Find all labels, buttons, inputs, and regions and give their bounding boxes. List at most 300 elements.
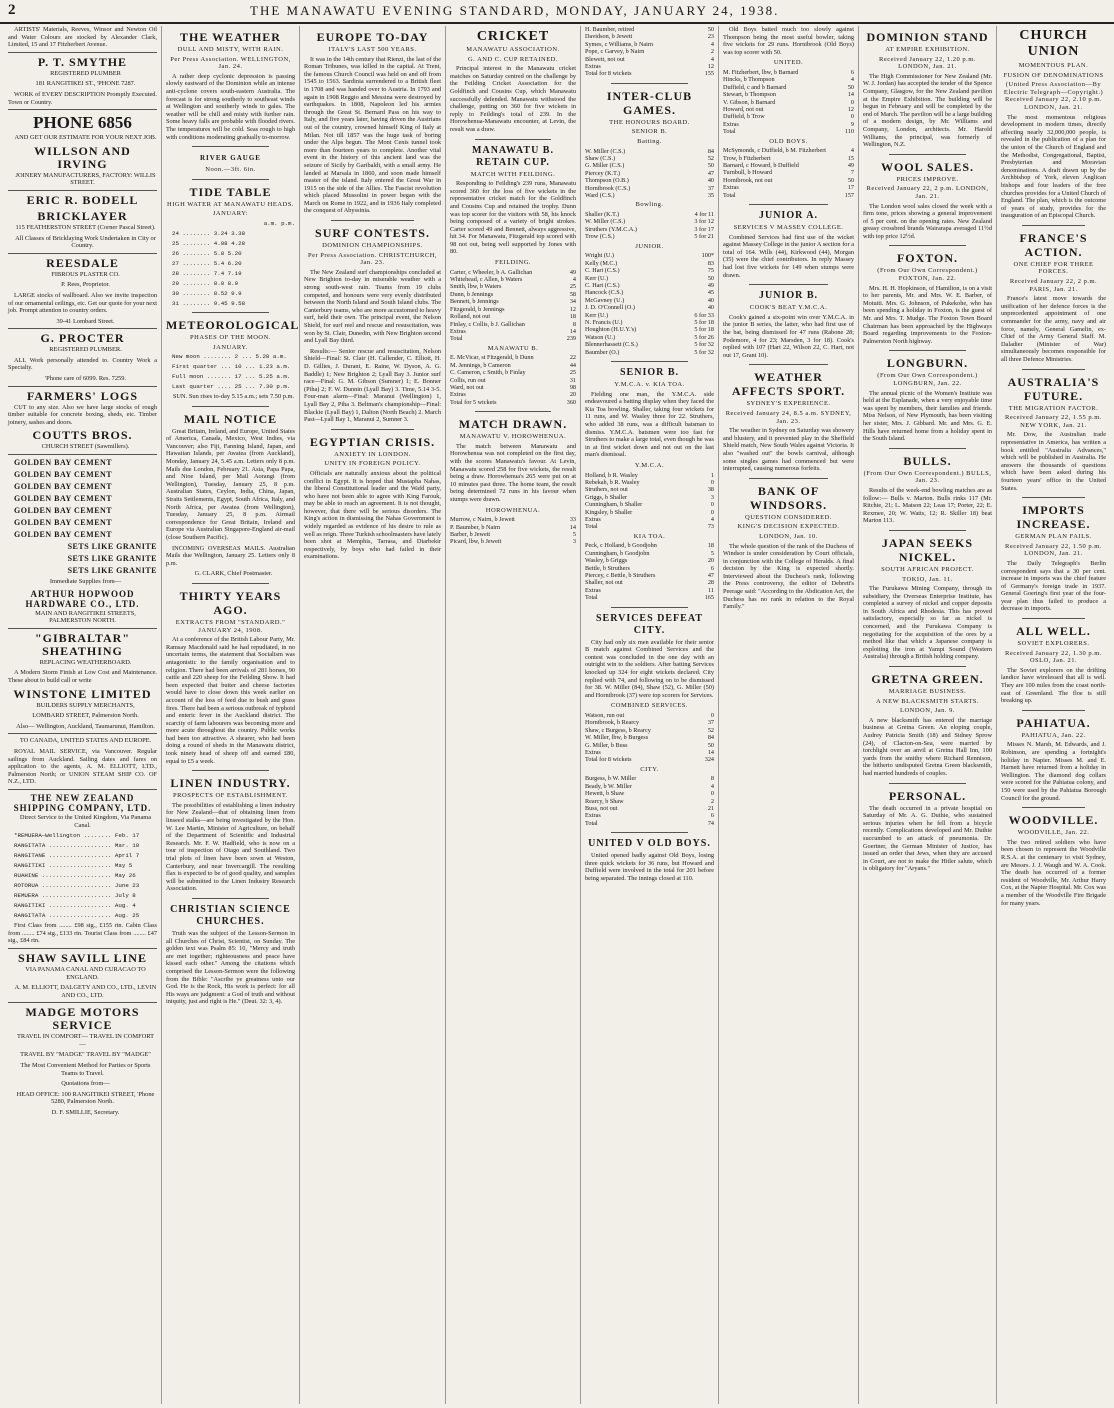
scorecard-row — [585, 252, 714, 259]
scorecard-row — [585, 516, 714, 523]
score-label: Trow (C.S.) — [585, 233, 615, 241]
ad-logs-name: FARMERS' LOGS — [26, 388, 139, 403]
tide-heading: TIDE TABLE — [189, 184, 272, 199]
scorecard-row — [585, 472, 714, 479]
score-label: Fitzgerald, b Jennings — [450, 305, 505, 313]
score-label: Extras — [450, 391, 466, 399]
score-value: 5 for 18 — [694, 318, 714, 326]
scorecard-row — [450, 283, 576, 290]
scorecard-row — [585, 775, 714, 782]
ad-fares: First Class from ........ £98 stg., £155 rtn. Cabin Class from ........ £74 stg., £133 rtn. Tourist Class from ........ £47 stg., £84 rtn. — [8, 922, 157, 945]
score-label: G. Miller (C.S.) — [585, 162, 625, 170]
score-value: 5 for 32 — [694, 348, 714, 356]
horowhenua-scorecard — [450, 516, 576, 546]
tide-row: 27 ........ 5.4 6.20 — [172, 259, 242, 267]
score-value: 3 — [710, 493, 714, 501]
score-value: 21 — [707, 805, 714, 812]
church-union-sub1: MOMENTOUS PLAN. — [1018, 62, 1089, 69]
score-value: 2 — [710, 48, 714, 56]
river-gauge-heading: RIVER GAUGE — [200, 154, 261, 163]
scorecard-row — [723, 106, 854, 113]
gretna-body: A new blacksmith has entered the marriage business at Gretna Green. An eloping couple, Audrey Patricia Smith (18) and Sidney Sprow (24), of Clacton-on-Sea, were married by torchlight over an anvil at Gretna Hall Inn, 100 yards from the smithy where Richard Rennison, the hitherto undisputed Gretna Green blacksmith, had married hundreds of couples. — [863, 716, 992, 777]
surf-results: Results:— Senior rescue and resuscitation, Nelson Shield—Final: St. Clair (H. Callender, C. Elliott, H. D. Gillies, J. Durant, E. Raine, W. Dyson, A. G. Baddle) 1; New Brighton 2; Lyall Bay 3. Junior surf race—Final: G. M. Gibson (Sumner) 1; E. Bonner (Piha) 2; F. W. Dunnin (Lyall Bay) 3. Time, 5.14 3-5. Four-man alarm—Final: Maranui (Wellington) 1, Lyall Bay 2, Piha 3. Beltman's championship—Final: Blackie (Lyall Bay) 1, Dalton (North Beach) 2. March Past—Lyall Bay 1, Maranui 2, Sumner 3. — [304, 347, 441, 424]
column-europe-surf — [300, 26, 446, 1404]
dominion-stand-sub: AT EMPIRE EXHIBITION. — [885, 46, 970, 53]
score-value: 360 — [566, 398, 576, 406]
scorecard-row — [585, 349, 714, 356]
japan-nickel-body: The Furukawa Mining Company, through its subsidiary, the Overseas Enterprise Institute, has completed a survey of nickel and copper deposits in South Africa and Rhodesia. This has proved satisfactory, especially so far as nickel is concerned, and the Furukawa Company is negotiating for the acquisition of the ores by a method like that which a Japanese company is exploiting the iron at Yampi Sound (Western Australia) through a British holding company. — [863, 585, 992, 661]
score-label: McGavney (U.) — [585, 296, 625, 304]
scorecard-row — [723, 155, 854, 162]
score-label: Total — [723, 128, 736, 136]
egypt-body: Officials are naturally anxious about the political conflict in Egypt. It is hoped that Mustapha Nahas, the liberal Constitutional leader and the Wafd party, who have not been able to agree with King Farouk, may be able to reach an agreement. It is not thought, however, that there will be serious disorders. The King's action in dismissing the Nahas Government is widely regarded as evidence of his desire to rule as well as reign. Three Turkish schoolmasters have lately been shot at Memphis, Tarrasa, and Diarbekir respectively, by boys who had failed in their examinations. — [304, 469, 441, 561]
all-well-sub: SOVIET EXPLORERS. — [1017, 640, 1090, 648]
sailing-row: RANGITIKI .................. Aug. 4 — [14, 902, 136, 910]
scorecard-row — [585, 486, 714, 493]
moon-row: Last quarter .... 25 ... 7.30 p.m. — [172, 383, 291, 391]
scorecard-row — [585, 805, 714, 812]
weather-sport-body: The weather in Sydney on Saturday was showery and blustery, and it prevented play in the Sheffield Shield match, New South Wales against Victoria. It also "washed out" the bowls carnival, although some singles games had commenced but were interrupted, causing numerous forfeits. — [723, 427, 854, 473]
scorecard-row — [723, 76, 854, 83]
score-label: Baumber (O.) — [585, 348, 620, 356]
ad-madge-name: MADGE MOTORS SERVICE — [25, 1005, 140, 1033]
egypt-sub1: ANXIETY IN LONDON. — [334, 450, 411, 458]
page-number: 2 — [8, 2, 16, 18]
score-label: Davidson, b Jewett — [585, 33, 633, 41]
score-value: 40 — [707, 296, 714, 304]
feilding-scorecard — [450, 269, 576, 336]
scorecard-row — [585, 341, 714, 348]
all-well-body: The Soviet explorers on the drifting landice have wirelessed that all is well. They are 100 miles from the coast north-east of Greenland. The floe is still breaking up. — [1001, 666, 1106, 705]
score-value: 0 — [850, 113, 854, 121]
score-value: 1 — [710, 471, 714, 479]
score-label: Total — [723, 191, 736, 199]
score-label: Shaller (K.T.) — [585, 211, 620, 219]
junior-heading: JUNIOR. — [635, 242, 664, 250]
score-value: 45 — [707, 289, 714, 297]
scorecard-row — [450, 298, 576, 305]
personal-body: The death occurred in a private hospital on Saturday of Mr. A. G. Duthie, who sustained serious injuries when he fell from a bicycle recently. Complications developed and Mr. Duthie succumbed to an attack of pneumonia. Dr. Goertner, the German Minister of Justice, has issued an order that Jews, when they are accused in Court, are not to make the Hitler salute, which is obligatory for "Aryans." — [863, 804, 992, 873]
scorecard-row — [585, 41, 714, 48]
score-value: 4 — [710, 782, 714, 790]
egypt-sub2: UNITY IN FOREIGN POLICY. — [324, 460, 421, 468]
scorecard-row — [585, 579, 714, 586]
score-value: 239 — [566, 335, 576, 343]
scorecard-row — [585, 267, 714, 274]
scorecard-row — [723, 113, 854, 120]
cement-line: GOLDEN BAY CEMENT — [14, 494, 113, 504]
ad-shawsavill-line1: VIA PANAMA CANAL AND CURACAO TO ENGLAND. — [25, 965, 146, 981]
score-label: Watson (U.) — [585, 333, 616, 341]
score-value: 4 — [850, 76, 854, 84]
ad-mail-body: ROYAL MAIL SERVICE, via Vancouver. Regular sailings from Auckland. Sailing dates and fares on application to the agents, A. M. ELLIOTT, LTD., Palmerston North; or UNION STEAM SHIP CO. OF N.Z., LTD. — [8, 747, 157, 786]
old-boys-total — [723, 192, 854, 199]
score-label: Total for 8 wickets — [585, 756, 632, 764]
score-label: Dunn, b Jennings — [450, 290, 494, 298]
kia-toa-team-heading: KIA TOA. — [633, 532, 666, 540]
retain-cup-sub: MATCH WITH FEILDING. — [470, 170, 556, 178]
score-value: 14 — [569, 327, 576, 335]
scorecard-row — [585, 211, 714, 218]
wool-sales-heading: WOOL SALES. — [880, 159, 975, 174]
scorecard-row — [585, 587, 714, 594]
scorecard-row — [585, 218, 714, 225]
dominion-stand-body: The High Commissioner for New Zealand (Mr. W. J. Jordan) has accepted the tender of the Spence Company, Glasgow, for the New Zealand pavilion at the Empire Exhibition. The building will be begun in February and will be completed by the end of March. The pavilion will be a large building of a modern design, by Mr. Williams and Company, London, architects. Mr. Harold Williams, the principal, was formerly of Wellington, N.Z. — [863, 72, 992, 149]
cricket-cup: G. AND C. CUP RETAINED. — [467, 55, 558, 63]
sailing-row: RUAHINE .................... May 26 — [14, 872, 136, 880]
scorecard-row — [450, 369, 576, 376]
score-value: 5 — [572, 530, 576, 538]
ad-winstone-line2: LOMBARD STREET, Palmerston North. — [32, 712, 139, 720]
scorecard-row — [585, 494, 714, 501]
score-value: 5 for 32 — [694, 341, 714, 349]
foxton-body: Mrs. H. H. Hopkinson, of Hamilton, is on a visit to her parents, Mr. and Mrs. W. E. Barber, of Motuiti. Mrs. G. Johnson, of Pukekohe, who has been spending a holiday in Foxton, is the guest of Mr. and Mrs. T. Mudge. The Foxton Town Board Chairman has been approached by the Highways Board regarding improvements to the Foxton-Palmerston North highway. — [863, 284, 992, 345]
ad-procter-line1: REGISTERED PLUMBER. — [49, 346, 122, 354]
score-value: 9 — [850, 120, 854, 128]
kia-toa-scorecard — [585, 542, 714, 594]
moon-subheading: PHASES OF THE MOON. — [190, 333, 271, 341]
senior-b-heading: SENIOR B. — [631, 128, 668, 136]
church-union-heading: CHURCH UNION — [1019, 28, 1088, 59]
match-drawn-body: The match between Manawatu and Horowhenua was not completed on the first day, with the scores Manawatu's favour. At Levin, Manawatu scored 258 for five wickets, the result being a draw. Horowhenua's 265 were put on at 10 minutes past three. The home team, the result being determined 72 runs in his favour when stumps were drawn. — [450, 442, 576, 503]
score-value: 38 — [707, 486, 714, 494]
score-label: Extras — [723, 120, 739, 128]
score-value: 44 — [569, 361, 576, 369]
batting-heading: Batting. — [637, 138, 662, 146]
column-dominion-news — [859, 26, 997, 1404]
score-value: 4 — [572, 276, 576, 284]
linen-body: The possibilities of establishing a linen industry for New Zealand—that of obtaining linen from linseed stalks—are being investigated by the Hon. W. Lee Martin, Minister of Agriculture, on behalf of the Department of Scientific and Industrial Research. Mr. F. W. Hadfield, who is now on a tour of inspection of Otago and Southland. Two trial plots of linen have been sown at Weston, Canterbury, and near Invercargill. The resulting flax is expected to be of good quality, and samples will be submitted to the Linen Industry Research Association. — [166, 801, 295, 893]
ad-cement-block — [8, 458, 157, 575]
ad-procter-body: ALL Work personally attended to. Country Work a Specialty. — [8, 356, 157, 372]
score-value: 50 — [707, 26, 714, 33]
old-boys-scorecard — [723, 147, 854, 191]
score-value: 4 — [710, 55, 714, 63]
score-label: Extras — [585, 748, 601, 756]
ad-madge-line2: TRAVEL BY "MADGE" TRAVEL BY "MADGE" — [20, 1051, 151, 1059]
ad-willson-line2: JOINERY MANUFACTURERS, FACTORY: WILLIS STREET. — [15, 171, 156, 187]
scorecard-row — [585, 282, 714, 289]
score-value: 4 — [850, 147, 854, 155]
score-label: Barnard, c Howard, b Duffield — [723, 162, 799, 170]
thirty-years-body: At a conference of the British Labour Party, Mr. Ramsay Macdonald said he had repudiated, in no uncertain terms, the statement that Socialism was antagonistic to the family organisation and to religion. There had been arrivals of 281 horses, 90 cattle and 220 sheep for the Feilding Show. It had been expected that butter and cheese factories would have to close down this week earlier on account of the loss of feed due to bush and grass fires. There had been a serious outbreak of typhoid and enteric fever in the Auckland district. The scarcity of farm labourers was becoming more and more acute throughout the country. Public works had been too attractive. A shearer, who had been doing a round of sheds in the Manawatu district, took ninety head of sheep off and earned £80, equal to £5 a week. — [166, 636, 295, 765]
score-value: 3 for 12 — [694, 218, 714, 226]
ad-reesdale-address: 39-41 Lombard Street. — [56, 317, 115, 325]
score-label: Extras — [723, 184, 739, 192]
australia-body: Mr. Dow, the Australian trade representative in America, has written a book entitled "Australia Advances," which will be published in Australia. He answers the thousands of questions which have been asked during his fourteen years' office in the United States. — [1001, 431, 1106, 492]
column-interclub — [581, 26, 719, 1404]
bank-windsors-body: The whole question of the rank of the Duchess of Windsor is under consideration by Court officials, in conjunction with the College of Heralds. A final decision by the King is expected shortly. Interviewed about the Duchess's rank, following the Press controversy, the editor of Debrett's Peerage said: "According to the Abdication Act, the Duchess has no rank in relation to the Royal Family." — [723, 542, 854, 611]
cement-line: GOLDEN BAY CEMENT — [14, 506, 113, 516]
score-label: Rearcy, b Shaw — [585, 797, 624, 805]
tide-header: a.m. p.m. — [263, 219, 295, 227]
wool-sales-sub: PRICES IMPROVE. — [896, 175, 959, 183]
scorecard-row — [585, 712, 714, 719]
score-label: Wasley, b Griggs — [585, 557, 628, 565]
scorecard-row — [585, 185, 714, 192]
services-body: City had only six men available for their senior B match against Combined Services and the contest was concluded in the one day with an outright win to the soldiers. After batting Services knocked up 324 for eight wickets declared. City replied with 74, and following on to be dismissed for 38. W. Miller (84), Shaw (52), G. Miller (50) and Hornibrook (37) were top scorers for Services. — [585, 638, 714, 699]
cement-line: GOLDEN BAY CEMENT — [14, 482, 113, 492]
score-value: 155 — [704, 70, 714, 78]
scorecard-row — [585, 572, 714, 579]
dominion-stand-agency: Received January 22, 1.20 p.m. LONDON, Jan. 21. — [879, 55, 976, 71]
city-total — [585, 820, 714, 827]
united-oldboys-body: United opened badly against Old Boys, losing three quick wickets for 36 runs, but Howard and Duffield were involved in the total for 201 before being separated. The innings closed at 110. — [585, 852, 714, 882]
scorecard-row — [450, 538, 576, 545]
score-value: 52 — [707, 155, 714, 163]
score-value: 40 — [707, 304, 714, 312]
score-label: Symes, c Williams, b Nairn — [585, 40, 654, 48]
scorecard-row — [450, 321, 576, 328]
weather-sport-sub: SYDNEY'S EXPERIENCE. — [746, 400, 831, 408]
wool-sales-body: The London wool sales closed the week with a firm tone, prices showing a general improvement of 5 per cent. on the opening rates. New Zealand greasy crossbred brands Wairarapa averaged 11½d with top price 12½d. — [863, 202, 992, 240]
score-label: N. Francis (U.) — [585, 318, 623, 326]
score-value: 50 — [707, 162, 714, 170]
scorecard-row — [450, 516, 576, 523]
score-label: Extras — [585, 586, 601, 594]
pahiatua-agency: PAHIATUA, Jan. 22. — [1021, 731, 1086, 739]
senior-b-bowling — [585, 211, 714, 241]
ad-willson-line1: AND GET OUR ESTIMATE FOR YOUR NEXT JOB. — [14, 134, 157, 142]
ad-bodell-line1: 115 FEATHERSTON STREET (Corner Pascal Street). — [15, 223, 156, 231]
score-value: 23 — [707, 33, 714, 41]
score-value: 0 — [710, 508, 714, 516]
score-label: Cunningham, b Goodjohn — [585, 549, 650, 557]
united-team-heading: UNITED. — [773, 59, 804, 67]
score-label: Rebekah, b R. Wasley — [585, 478, 640, 486]
scorecard-row — [585, 550, 714, 557]
cement-line: GOLDEN BAY CEMENT — [14, 470, 113, 480]
gretna-heading: GRETNA GREEN. — [871, 672, 984, 687]
ad-bodell-trade: BRICKLAYER — [37, 208, 128, 223]
junior-a-sub: SERVICES V MASSEY COLLEGE. — [733, 224, 844, 232]
surf-agency: Per Press Association. CHRISTCHURCH, Jan. 23. — [307, 251, 438, 267]
scorecard-row — [585, 148, 714, 155]
score-label: Hornibrook, not out — [723, 176, 773, 184]
ad-winstone-line1: BUILDERS SUPPLY MERCHANTS, — [36, 701, 135, 709]
score-label: Hancock (C.S.) — [585, 289, 624, 297]
scorecard-row — [585, 790, 714, 797]
church-union-sub2: FUSION OF DENOMINATIONS — [1003, 71, 1104, 79]
scorecard-row — [585, 326, 714, 333]
score-label: W. Miller (C.S.) — [585, 147, 626, 155]
score-value: 8 — [710, 775, 714, 783]
score-label: Shaller, not out — [585, 579, 623, 587]
score-label: Extras — [450, 327, 466, 335]
wool-sales-agency: Received January 22, 2 p.m. LONDON, Jan. 21. — [866, 185, 989, 200]
manawatu-team-heading: MANAWATU B. — [487, 344, 539, 352]
foxton-heading: FOXTON. — [896, 251, 959, 266]
ad-reesdale-line1: FIBROUS PLASTER CO. — [51, 270, 120, 278]
score-value: 37 — [707, 184, 714, 192]
score-value: 0 — [710, 711, 714, 719]
scorecard-row — [585, 719, 714, 726]
scorecard-row — [450, 531, 576, 538]
score-value: 100* — [701, 252, 714, 260]
scorecard-row — [585, 783, 714, 790]
score-label: Ward (C.S.) — [585, 192, 615, 200]
scorecard-row — [585, 742, 714, 749]
score-value: 84 — [707, 147, 714, 155]
church-union-body: The most momentous religious development in modern times, directly affecting nearly 32,000,000 people, is revealed in the publication of a plan for the union of the Church of England and the Methodist, Congregational, Baptist, Presbyterian and Moravian denominations. A draft drawn up by the Archbishop of York, eleven Anglican bishops and four leaders of the free churches provides for a United Church of England. The plan, which is the outcome of years of study, provides for the inauguration of an Episcopal Church. — [1001, 113, 1106, 220]
sailing-row: REMUERA .................... July 8 — [14, 892, 136, 900]
mail-notice-heading: MAIL NOTICE — [183, 411, 278, 426]
weather-subheading: DULL AND MISTY, WITH RAIN. — [177, 46, 284, 53]
old-boys-intro: Old Boys batted much too slowly against Thompson being the most useful bowler, taking five wickets for 29 runs. Hornibrook (Old Boys) was top scorer with 50. — [723, 26, 854, 56]
score-value: 7 — [850, 169, 854, 177]
score-value: 5 for 26 — [694, 333, 714, 341]
junior-bowling — [585, 312, 714, 356]
retain-cup-heading: MANAWATU B. RETAIN CUP. — [472, 144, 554, 168]
sailings-list — [8, 832, 157, 919]
score-label: Howard, not out — [723, 106, 764, 113]
score-label: Hornibrook (C.S.) — [585, 184, 631, 192]
scorecard-row — [585, 162, 714, 169]
column-cricket — [446, 26, 581, 1404]
personal-heading: PERSONAL. — [888, 788, 967, 803]
score-label: Trow, b Fitzherbert — [723, 154, 771, 162]
france-heading: FRANCE'S ACTION. — [1019, 230, 1088, 259]
score-value: 5 for 18 — [694, 326, 714, 334]
score-value: 47 — [707, 571, 714, 579]
scorecard-row — [723, 99, 854, 106]
bank-windsors-heading: BANK OF WINDSORS. — [749, 483, 828, 512]
imports-heading: IMPORTS INCREASE. — [1016, 503, 1091, 532]
score-value: 50 — [847, 83, 854, 91]
score-label: Houghton (H.U.Y.'s) — [585, 326, 637, 334]
score-value: 12 — [847, 106, 854, 113]
score-label: H. Baumber, retired — [585, 26, 635, 33]
moon-row: Full moon ....... 17 ... 5.25 a.m. — [172, 373, 291, 381]
ymca-scorecard — [585, 472, 714, 524]
score-label: Holland, b R. Wasley — [585, 471, 638, 479]
score-value: 0 — [850, 98, 854, 106]
scorecard-row — [585, 56, 714, 63]
interclub-heading: INTER-CLUB GAMES. — [606, 88, 693, 117]
scorecard-row — [585, 312, 714, 319]
score-value: 4 — [710, 515, 714, 523]
feilding-team-heading: FEILDING. — [494, 259, 532, 267]
japan-nickel-heading: JAPAN SEEKS NICKEL. — [881, 535, 974, 564]
scorecard-row — [585, 177, 714, 184]
newspaper-title: THE MANAWATU EVENING STANDARD, MONDAY, JANUARY 24, 1938. — [250, 3, 780, 18]
all-well-heading: ALL WELL. — [1016, 624, 1091, 639]
ad-mail-heading: TO CANADA, UNITED STATES AND EUROPE. — [19, 737, 152, 745]
score-label: Duffield, b Trow — [723, 113, 765, 121]
tide-row: 30 ........ 8.52 9.9 — [172, 289, 242, 297]
longburn-agency: (From Our Own Correspondent.) LONGBURN, Jan. 22. — [877, 372, 978, 387]
score-value: 12 — [569, 305, 576, 313]
score-value: 35 — [707, 192, 714, 200]
score-value: 17 — [847, 184, 854, 192]
score-label: Piercey (K.T.) — [585, 169, 621, 177]
score-value: 0 — [710, 790, 714, 798]
score-label: Stewart, b Thompson — [723, 91, 776, 99]
scorecard-row — [585, 304, 714, 311]
city-team-heading: CITY. — [640, 765, 659, 773]
bank-windsors-agency: LONDON, Jan. 10. — [759, 532, 818, 540]
tide-month: JANUARY: — [212, 210, 249, 218]
scorecard-row — [585, 26, 714, 33]
ad-smythe-name: P. T. SMYTHE — [37, 54, 128, 69]
bulls-body: Results of the week-end bowling matches are as follow:— Bulls v. Marton. Bulls rinks 117 (Mr. Ritchie, 21; L. Matson 22; Leas 17; Porter, 22; E. Rexmee, 20; W. Watts, 12; R. Skiller 18) beat Marton 113. — [863, 486, 992, 525]
horowhenua-scorecard-continued — [585, 26, 714, 70]
scorecard-row — [585, 557, 714, 564]
score-label: Ward, not out — [450, 383, 484, 391]
junior-b-heading: JUNIOR B. — [758, 290, 818, 302]
score-value: 20 — [569, 391, 576, 399]
scorecard-row — [585, 479, 714, 486]
score-value: 157 — [844, 191, 854, 199]
score-label: Total — [585, 819, 598, 827]
scorecard-row — [450, 524, 576, 531]
scorecard-row — [585, 749, 714, 756]
score-value: 74 — [707, 819, 714, 827]
score-label: Burgess, b W. Miller — [585, 775, 637, 783]
score-value: 11 — [708, 586, 714, 594]
score-value: 50 — [707, 741, 714, 749]
scorecard-row — [585, 33, 714, 40]
pahiatua-heading: PAHIATUA. — [1016, 715, 1091, 730]
kia-toa-body: Fielding one man, the Y.M.C.A. side endeavoured a batting display when they faced the Kia Toa bowling. Shaller, taking four wickets for 11 runs, and W. Wasley three for 22. Struthers, who added 38 runs, was a difficult batsman to dismiss. Y.M.C.A. batsmen were too fast for Struthers to make a large total, even though he was in at first wicket down and not out on the last man's dismissal. — [585, 390, 714, 459]
match-drawn-heading: MATCH DRAWN. — [458, 417, 568, 432]
score-label: Blewett, not out — [585, 55, 625, 63]
score-value: 20 — [707, 557, 714, 565]
ad-coutts-address: CHURCH STREET (Sawmillers). — [41, 443, 130, 451]
score-label: Beady, b W. Miller — [585, 782, 632, 790]
ad-gibraltar-name: "GIBRALTAR" SHEATHING — [34, 630, 130, 658]
score-value: 2 — [710, 797, 714, 805]
kia-toa-total — [585, 594, 714, 601]
feilding-total — [450, 335, 576, 342]
score-value: 14 — [707, 748, 714, 756]
score-value: 47 — [707, 169, 714, 177]
sailing-row: RANGITATA .................. Aug. 25 — [14, 912, 140, 920]
scorecard-row — [585, 334, 714, 341]
score-value: 22 — [569, 354, 576, 362]
scorecard-row — [450, 313, 576, 320]
australia-agency: Received January 22, 1.55 p.m. NEW YORK, Jan. 21. — [1005, 414, 1102, 429]
ad-madge-line4: Quotations from— — [61, 1080, 110, 1088]
score-label: V. Gibson, b Barnard — [723, 98, 776, 106]
france-sub: ONE CHIEF FOR THREE FORCES. — [1013, 260, 1094, 276]
ad-nzshipping-line1: Direct Service to the United Kingdom, Via Panama Canal. — [19, 813, 152, 829]
scorecard-row — [585, 798, 714, 805]
score-label: Hornibrook, b Rearcy — [585, 719, 640, 727]
score-label: Bennett, b Jennings — [450, 298, 499, 306]
services-heading: SERVICES DEFEAT CITY. — [596, 612, 703, 636]
interclub-sub: THE HONOURS BOARD. — [609, 118, 690, 126]
score-value: 33 — [569, 516, 576, 524]
score-label: Griggs, b Shaller — [585, 493, 628, 501]
ad-winstone-name: WINSTONE LIMITED — [13, 686, 152, 701]
france-body: France's latest move towards the unification of her defence forces is the unprecedented appointment of one commander for the army, navy and air force, namely, General Gamelin, ex-Chief of the Army General Staff. M. Daladier (Minister of War) simultaneously becomes responsible for all three Defence Ministries. — [1001, 295, 1106, 363]
scorecard-row — [450, 328, 576, 335]
cricket-body: Principal interest in the Manawatu cricket matches on Saturday centred on the challenge by the Feilding Cricket Association for the Goldfinch and Cousins Cup, which Manawatu successfully defended. Manawatu withstood the challenge, putting on 360 for five wickets in reply to Feilding's total of 239. In the Horowhenua-Manawatu encounter, at Levin, the result was a draw. — [450, 65, 576, 133]
ymca-total — [585, 523, 714, 530]
score-value: 14 — [569, 523, 576, 531]
score-value: 5 — [710, 549, 714, 557]
gretna-agency: LONDON, Jan. 9. — [900, 707, 955, 715]
score-label: C. Hart (C.S.) — [585, 281, 620, 289]
longburn-body: The annual picnic of the Women's Institute was held at the Esplanade, when a very enjoyable time was spent by members, their families and friends. Miss Nelson, of New Plymouth, has been visiting her sister, Mrs. J. Gibbard. Mr. and Mrs. G. E. Hills have returned home from a holiday spent in the South Island. — [863, 389, 992, 443]
score-label: Extras — [585, 812, 601, 820]
gretna-sub2: A NEW BLACKSMITH STARTS. — [875, 697, 980, 705]
scorecard-row — [585, 509, 714, 516]
weather-heading: THE WEATHER — [180, 30, 281, 44]
score-value: 165 — [704, 594, 714, 602]
all-well-agency: Received January 22, 1.30 p.m. OSLO, Jan. 21. — [1005, 649, 1102, 665]
